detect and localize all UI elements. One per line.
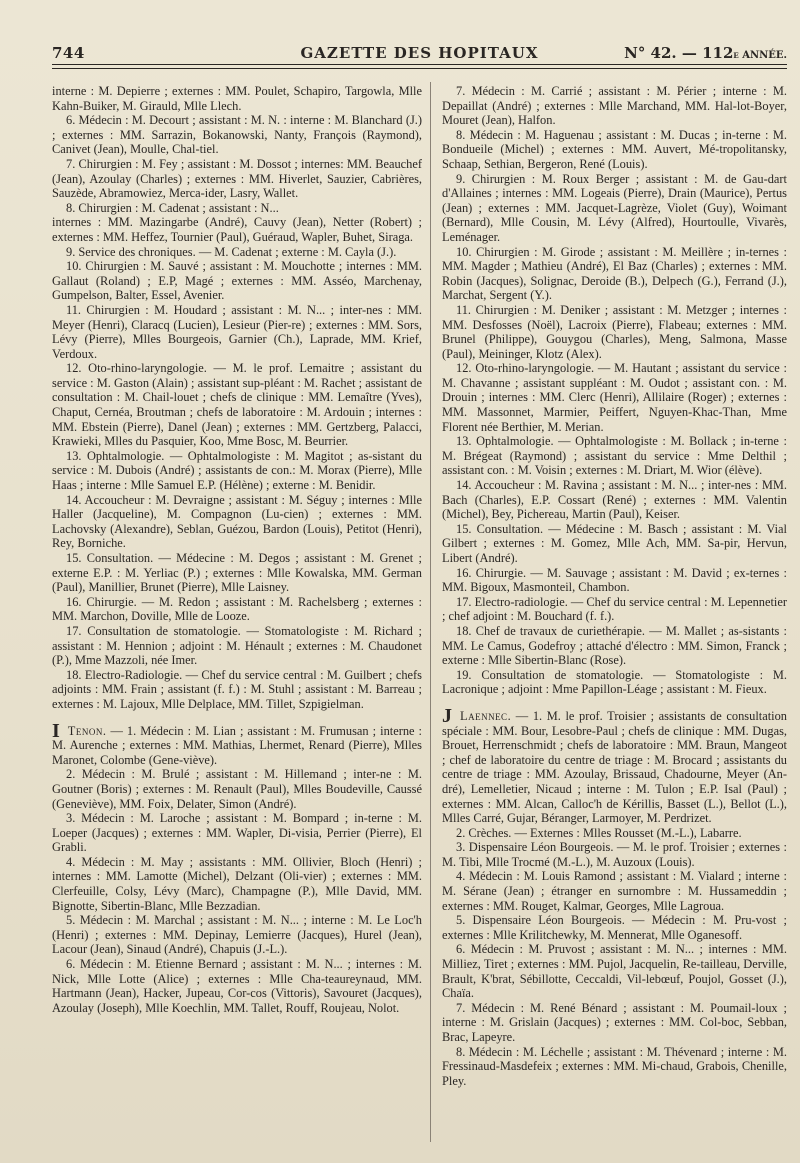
paragraph: 2. Médecin : M. Brulé ; assistant : M. Hillemand ; inter-ne : M. Goutner (Boris) ; externes : M. Renault (Paul), Mlles Boudeville, Caussé (Geneviève), MM. Foix, Delater, Simon (André). [52,767,422,811]
paragraph: 13. Ophtalmologie. — Ophtalmologiste : M. Magitot ; as-sistant du service : M. Dubois (André) ; assistants de con.: M. Morax (Pierre), Mlle Haas ; interne : Mlle Samuel E.P. (Hélène) ; externe : M. Benidir. [52,448,422,493]
paragraph: 11. Chirurgien : M. Deniker ; assistant : M. Metzger ; internes : MM. Desfosses (Noël), Lacroix (Pierre), Flabeau; externes : MM. Brunel (Philippe), Gouygou (Charles), Meng, Salmona, Masse (Paul), Meininger, Klotz (Alex). [442,302,787,361]
paragraph: interne : M. Depierre ; externes : MM. Poulet, Schapiro, Targowla, Mlle Kahn-Buiker, M. Girauld, Mlle Llech. [52,84,422,113]
paragraph: 18. Electro-Radiologie. — Chef du service central : M. Guilbert ; chefs adjoints : MM. Frain ; assistant (f. f.) : M. Stuhl ; assistant : M. Barreau ; externes : M. Lajoux, Mlle Delplace, MM. Tillet, Szpigielman. [52,667,422,711]
section-marker: I [52,719,60,742]
paragraph: 6. Médecin : M. Etienne Bernard ; assistant : M. N... ; internes : M. Nick, Mlle Lotte (Alice) ; externes : Mlle Cha-teaureynaud, MM. Hartmann (Jean), Hacker, Jupeau, Cor-cos (Vittoris), Savouret (Jacques), Azoulay (Joseph), Mlle Koechlin, MM. Tallet, Rouff, Roujeau, Nolot. [52,957,422,1015]
paragraph: 5. Médecin : M. Marchal ; assistant : M. N... ; interne : M. Le Loc'h (Henri) ; externes : MM. Depinay, Lemierre (Jacques), Hurel (Jean), Lacour (Jean), Sinaud (André), Chapuis (J.-L.). [52,913,422,957]
right-column [442,84,787,1088]
paragraph: 4. Médecin : M. May ; assistants : MM. Ollivier, Bloch (Henri) ; internes : MM. Lamotte (Michel), Delzant (Oli-vier) ; externes : MM. Clerfeuille, Colsy, Lévy (Marc), Champagne (P.), Mlle David, MM. Bignotte, Sibertin-Blanc, Mlle Bezzadian. [52,854,422,913]
paragraph: 16. Chirurgie. — M. Sauvage ; assistant : M. David ; ex-ternes : MM. Bigoux, Masmonteil, Chambon. [442,565,787,595]
paragraph: 7. Médecin : M. René Bénard ; assistant : M. Poumail-loux ; interne : M. Grislain (Jacques) ; externes : MM. Col-boc, Sebban, Brac, Lapeyre. [442,1000,787,1044]
paragraph: 4. Médecin : M. Louis Ramond ; assistant : M. Vialard ; interne : M. Sérane (Jean) ; étranger en surnombre : M. Hussameddin ; externes : MM. Rouget, Kalmar, Georges, Mlle Lagroua. [442,869,787,913]
paragraph: 3. Médecin : M. Laroche ; assistant : M. Bompard ; in-terne : M. Loeper (Jacques) ; externes : MM. Wapler, Di-visia, Perrier (Pierre), El Grabli. [52,811,422,855]
paragraph: 18. Chef de travaux de curiethérapie. — M. Mallet ; as-sistants : MM. Le Camus, Godefroy ; attaché d'électro : MM. Simon, Franck ; externe : Mlle Sibertin-Blanc (Rose). [442,623,787,668]
paragraph: 19. Consultation de stomatologie. — Stomatologiste : M. Lacronique ; adjoint : Mme Papillon-Léage ; assistant : M. Fieux. [442,667,787,697]
section-marker: J [442,704,452,727]
header-rule-top [52,64,787,65]
paragraph: 15. Consultation. — Médecine : M. Degos ; assistant : M. Grenet ; externe E.P. : M. Yerliac (P.) ; externes : Mlle Kowalska, MM. German (Paul), Manillier, Brunet (Pierre), Mlle Laisney. [52,551,422,595]
paragraph: 15. Consultation. — Médecine : M. Basch ; assistant : M. Vial Gilbert ; externes : M. Gomez, Mlle Ach, MM. Sa-pir, Hervun, Libert (André). [442,521,787,565]
paragraph: 12. Oto-rhino-laryngologie. — M. Hautant ; assistant du service : M. Chavanne ; assistant suppléant : M. Oudot ; assistant con. : M. Drouin ; internes : MM. Clerc (Henri), Allilaire (Roger) ; externes : MM. Massonnet, Marmier, Peiffert, Nguyen-Khac-Than, Mme Florent née Berthier, M. Merian. [442,361,787,434]
paragraph: 10. Chirurgien : M. Sauvé ; assistant : M. Mouchotte ; internes : MM. Gallaut (Roland) ; E.P, Magé ; externes : MM. Asséo, Marchenay, Gumpelson, Balter, Essel, Avenier. [52,259,422,303]
paragraph: 8. Chirurgien : M. Cadenat ; assistant : N... [66,200,279,215]
page-header [52,40,787,64]
hospital-name: Laennec. [460,708,512,723]
paragraph: 17. Consultation de stomatologie. — Stomatologiste : M. Richard ; assistant : M. Hennion ; adjoint : M. Hénault ; externes : M. Chaudonet (P.), Mme Mazzoli, née Imer. [52,623,422,668]
issue-number: N° 42. — 112e ANNÉE. [624,44,787,62]
paragraph: 12. Oto-rhino-laryngologie. — M. le prof. Lemaitre ; assistant du service : M. Gaston (Alain) ; assistant sup-pléant : M. Rachet ; assistant de consultation : M. Chail-louet ; chefs de clinique : MM. Lemaître (Yves), Chaput, Cernéa, Broutman ; chefs de laboratoire : M. Ardouin ; internes : MM. Ebstein (Pierre), Danel (Jean) ; externes : MM. Gertzberg, Palacci, Krawieki, Mlles du Pasquier, Koo, Mme Bosc, M. Beurrier. [52,361,422,449]
paragraph: 8. Médecin : M. Léchelle ; assistant : M. Thévenard ; interne : M. Fressinaud-Masdefeix ; externes : MM. Mi-chaud, Grabois, Chenille, Pley. [442,1044,787,1088]
paragraph: 9. Service des chroniques. — M. Cadenat ; externe : M. Cayla (J.). [66,244,397,259]
paragraph: 6. Médecin : M. Decourt ; assistant : M. N. : interne : M. Blanchard (J.) ; externes : MM. Sarrazin, Bokanowski, Nanty, François (Raymond), Canivet (Jean), Moulle, Chal-tiel. [52,113,422,157]
paragraph: 7. Chirurgien : M. Fey ; assistant : M. Dossot ; internes: MM. Beauchef (Jean), Azoulay (Charles) ; externes : MM. Hiverlet, Sauzier, Cabrières, Sauzède, Abramowiez, Merca-ider, Lasry, Wallet. [52,156,422,201]
header-rule-bottom [52,68,787,69]
paragraph: 17. Electro-radiologie. — Chef du service central : M. Lepennetier ; chef adjoint : M. Bouchard (f. f.). [442,594,787,624]
hospital-section-tenon: I Tenon. — 1. Médecin : M. Lian ; assistant : M. Frumusan ; interne : M. Aurenche ; externes : MM. Mathias, Lhermet, Renard (Pierre), Mlles Maronet, Colombe (Gene-viève). [52,719,422,767]
paragraph: 10. Chirurgien : M. Girode ; assistant : M. Meillère ; in-ternes : MM. Magder ; Mathieu (André), El Baz (Charles) ; externes : MM. Robin (Jacques), Solignac, Deroide (B.), Delpech (G.), Ferrand (J.), Marchat, Sergent (Y.). [442,244,787,303]
column-divider [430,82,431,1142]
paragraph: 13. Ophtalmologie. — Ophtalmologiste : M. Bollack ; in-terne : M. Brégeat (Raymond) ; assistant du service : Mme Delthil ; assistant con. : M. Voisin ; externes : M. Driart, M. Wior (élève). [442,434,787,478]
paragraph: 2. Crèches. — Externes : Mlles Rousset (M.-L.), Labarre. [456,825,742,840]
journal-title: GAZETTE DES HOPITAUX [300,44,539,62]
left-column [52,84,422,1015]
paragraph: internes : MM. Mazingarbe (André), Cauvy (Jean), Netter (Robert) ; externes : MM. Heffez, Tournier (Paul), Guéraud, Wapler, Buhet, Siraga. [52,215,422,244]
paragraph: 9. Chirurgien : M. Roux Berger ; assistant : M. de Gau-dart d'Allaines ; internes : MM. Logeais (Pierre), Drain (Maurice), Pertus (Jean) ; externes : MM. Jacquet-Lagrèze, Violet (Guy), Woimant (Bernard), Mlle Cousin, M. Lévy (Alfred), Hourtoulle, Vivarès, Leménager. [442,171,787,244]
paragraph: 5. Dispensaire Léon Bourgeois. — Médecin : M. Pru-vost ; externes : Mlle Krilitchewky, M. Mennerat, Mlle Oganesoff. [442,913,787,942]
paragraph: 6. Médecin : M. Pruvost ; assistant : M. N... ; internes : MM. Milliez, Tiret ; externes : MM. Pujol, Jacquelin, Re-tailleau, Derville, Brault, K'brat, Sébillotte, Ceccaldi, Vil-lebœuf, Poujol, Gosset (J.), Chaïa. [442,942,787,1001]
hospital-section-laennec: J Laennec. — 1. M. le prof. Troisier ; assistants de consultation spéciale : MM. Bour, Lesobre-Paul ; chefs de clinique : MM. Dugas, Brouet, Herrenschmidt ; chefs de laboratoire : MM. Braun, Mangeot ; chef de laboratoire du centre de triage : M. Brocard ; assistants du centre de triage : MM. Azoulay, Brissaud, Chadourne, Meyer (An-dré), Lemelletier, Nicaud ; interne : M. Tulon ; E.P. Isal (Paul) ; externes : MM. Alcan, Calloc'h de Kérillis, Basset (L.), Bellot (L.), Mlles Carré, Gujar, Béranger, Larmoyer, M. Perdrizet. [442,704,787,826]
paragraph: 11. Chirurgien : M. Houdard ; assistant : M. N... ; inter-nes : MM. Meyer (Henri), Claracq (Lucien), Lesieur (Pier-re) ; externes : MM. Sors, Lévy (Pierre), Mlles Bourgeois, Garnier (Ch.), Laprade, MM. Krief, Verdoux. [52,302,422,361]
paragraph: 3. Dispensaire Léon Bourgeois. — M. le prof. Troisier ; externes : M. Tibi, Mlle Trocmé (M.-L.), M. Auzoux (Louis). [442,840,787,869]
hospital-name: Tenon. [67,723,107,738]
paragraph: 7. Médecin : M. Carrié ; assistant : M. Périer ; interne : M. Depaillat (André) ; externes : Mlle Marchand, MM. Hal-lot-Boyer, Mouret (Jean), Halfon. [442,84,787,128]
paragraph: 16. Chirurgie. — M. Redon ; assistant : M. Rachelsberg ; externes : MM. Marchon, Doville, Mlle de Looze. [52,594,422,624]
paragraph: 8. Médecin : M. Haguenau ; assistant : M. Ducas ; in-terne : M. Bondueile (Michel) ; externes : MM. Auvert, Mé-tropolitansky, Schaap, Sethian, Bergeron, René (Louis). [442,127,787,171]
page-number: 744 [52,44,85,62]
paragraph: 14. Accoucheur : M. Ravina ; assistant : M. N... ; inter-nes : MM. Bach (Charles), E.P. Cossart (René) ; externes : MM. Valentin (Michel), Bey, Pichereau, Martin (Paul), Keiser. [442,478,787,522]
paragraph: 14. Accoucheur : M. Devraigne ; assistant : M. Séguy ; internes : Mlle Haller (Jacqueline), M. Compagnon (Lu-cien) ; externes : MM. Lachovsky (Alexandre), Seblan, Guézou, Bardon (Louis), Petitot (Henri), Rey, Borniche. [52,492,422,551]
